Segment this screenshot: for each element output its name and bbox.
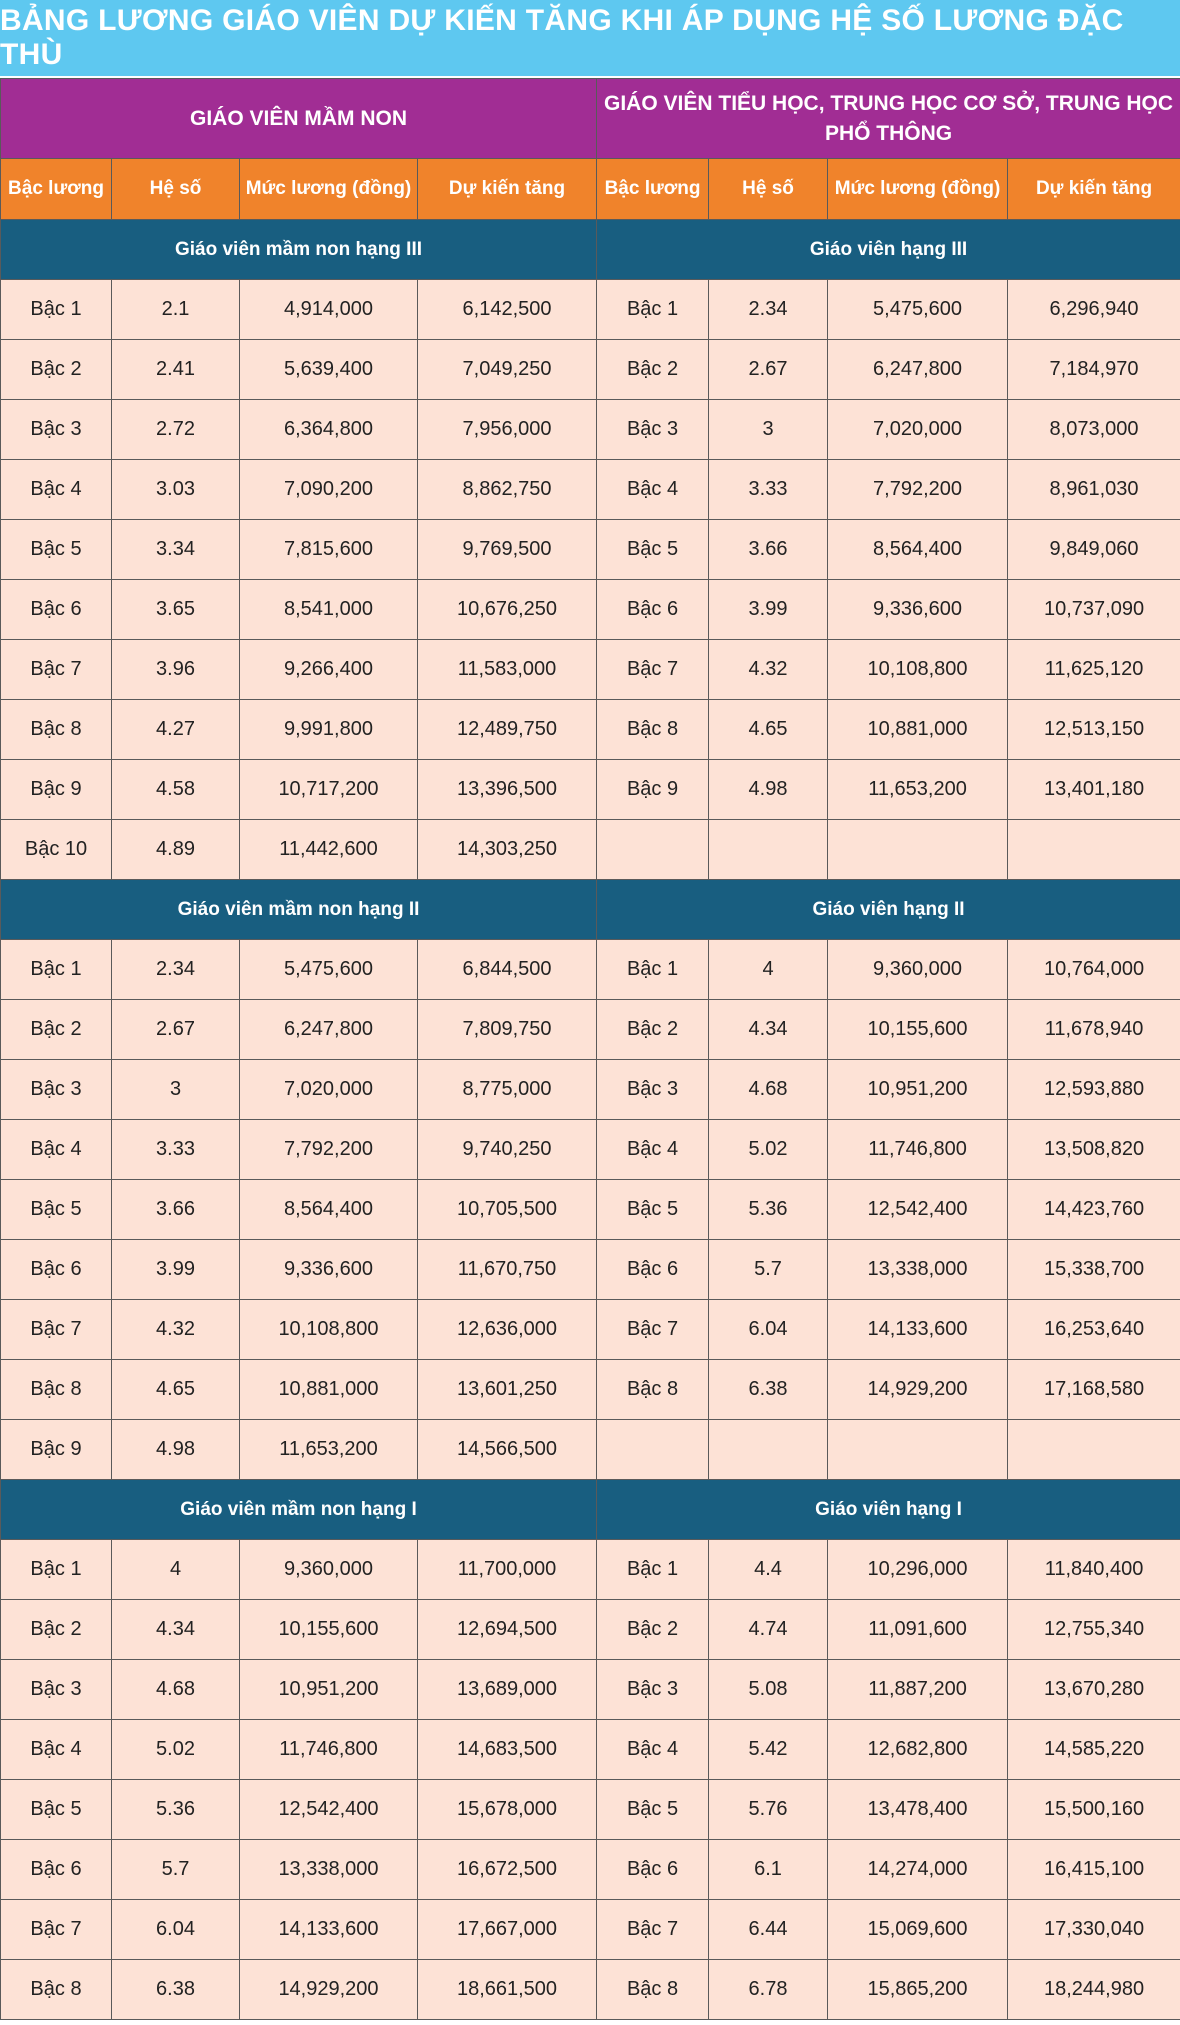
table-row <box>1 700 1180 760</box>
grade-cell: Bậc 1 <box>597 940 709 1000</box>
grade-cell: Bậc 9 <box>597 760 709 820</box>
expected-cell: 13,401,180 <box>1008 760 1180 820</box>
salary-cell: 11,442,600 <box>240 820 418 880</box>
coefficient-cell: 4.98 <box>709 760 828 820</box>
coefficient-cell: 2.67 <box>709 340 828 400</box>
expected-cell: 11,625,120 <box>1008 640 1180 700</box>
coefficient-cell: 4.68 <box>709 1060 828 1120</box>
expected-cell: 17,667,000 <box>418 1900 597 1960</box>
grade-cell: Bậc 3 <box>597 1660 709 1720</box>
expected-cell: 16,415,100 <box>1008 1840 1180 1900</box>
coefficient-cell: 5.7 <box>112 1840 240 1900</box>
coefficient-cell: 6.04 <box>112 1900 240 1960</box>
salary-cell: 8,564,400 <box>828 520 1008 580</box>
table-row <box>1 1600 1180 1660</box>
table-row <box>1 1360 1180 1420</box>
salary-cell: 14,133,600 <box>828 1300 1008 1360</box>
expected-cell: 10,676,250 <box>418 580 597 640</box>
section-header-row <box>1 880 1180 940</box>
coefficient-cell: 4 <box>709 940 828 1000</box>
table-row <box>1 1120 1180 1180</box>
coefficient-cell <box>709 1420 828 1480</box>
section-title: Giáo viên hạng II <box>597 880 1180 940</box>
column-header-grade: Bậc lương <box>1 159 112 220</box>
coefficient-cell: 4.89 <box>112 820 240 880</box>
table-row <box>1 1300 1180 1360</box>
coefficient-cell: 3.66 <box>709 520 828 580</box>
column-header-coefficient: Hệ số <box>112 159 240 220</box>
expected-cell: 7,809,750 <box>418 1000 597 1060</box>
salary-cell: 7,020,000 <box>828 400 1008 460</box>
coefficient-cell: 2.72 <box>112 400 240 460</box>
table-row <box>1 760 1180 820</box>
column-header-coefficient: Hệ số <box>709 159 828 220</box>
expected-cell: 11,840,400 <box>1008 1540 1180 1600</box>
coefficient-cell: 3 <box>709 400 828 460</box>
grade-cell: Bậc 9 <box>1 1420 112 1480</box>
coefficient-cell: 4.65 <box>112 1360 240 1420</box>
salary-cell <box>828 820 1008 880</box>
coefficient-cell: 4 <box>112 1540 240 1600</box>
expected-cell: 6,844,500 <box>418 940 597 1000</box>
table-row <box>1 280 1180 340</box>
coefficient-cell: 6.44 <box>709 1900 828 1960</box>
grade-cell: Bậc 8 <box>1 700 112 760</box>
salary-cell: 10,296,000 <box>828 1540 1008 1600</box>
expected-cell: 15,338,700 <box>1008 1240 1180 1300</box>
salary-cell: 4,914,000 <box>240 280 418 340</box>
grade-cell: Bậc 3 <box>1 1060 112 1120</box>
expected-cell: 6,296,940 <box>1008 280 1180 340</box>
coefficient-cell: 2.67 <box>112 1000 240 1060</box>
expected-cell: 9,849,060 <box>1008 520 1180 580</box>
salary-cell: 11,653,200 <box>828 760 1008 820</box>
salary-cell: 5,475,600 <box>828 280 1008 340</box>
coefficient-cell: 2.1 <box>112 280 240 340</box>
table-row <box>1 520 1180 580</box>
expected-cell: 8,862,750 <box>418 460 597 520</box>
grade-cell: Bậc 1 <box>1 940 112 1000</box>
salary-cell: 14,274,000 <box>828 1840 1008 1900</box>
expected-cell: 10,764,000 <box>1008 940 1180 1000</box>
table-row <box>1 1420 1180 1480</box>
expected-cell: 12,636,000 <box>418 1300 597 1360</box>
section-header-row <box>1 1480 1180 1540</box>
coefficient-cell: 3 <box>112 1060 240 1120</box>
grade-cell: Bậc 1 <box>1 1540 112 1600</box>
grade-cell: Bậc 10 <box>1 820 112 880</box>
expected-cell: 14,683,500 <box>418 1720 597 1780</box>
expected-cell: 14,303,250 <box>418 820 597 880</box>
expected-cell: 16,672,500 <box>418 1840 597 1900</box>
salary-cell: 6,247,800 <box>828 340 1008 400</box>
expected-cell: 13,601,250 <box>418 1360 597 1420</box>
table-row <box>1 1180 1180 1240</box>
grade-cell: Bậc 6 <box>597 1240 709 1300</box>
grade-cell: Bậc 5 <box>1 1780 112 1840</box>
coefficient-cell: 3.96 <box>112 640 240 700</box>
grade-cell: Bậc 7 <box>1 1900 112 1960</box>
salary-cell: 11,091,600 <box>828 1600 1008 1660</box>
salary-cell: 12,542,400 <box>240 1780 418 1840</box>
grade-cell: Bậc 4 <box>1 1120 112 1180</box>
table-row <box>1 1840 1180 1900</box>
grade-cell: Bậc 8 <box>1 1960 112 2020</box>
grade-cell: Bậc 7 <box>1 1300 112 1360</box>
grade-cell: Bậc 6 <box>1 1840 112 1900</box>
table-row <box>1 400 1180 460</box>
expected-cell: 14,566,500 <box>418 1420 597 1480</box>
salary-cell: 10,108,800 <box>240 1300 418 1360</box>
salary-cell: 5,475,600 <box>240 940 418 1000</box>
coefficient-cell: 5.76 <box>709 1780 828 1840</box>
salary-cell: 10,108,800 <box>828 640 1008 700</box>
grade-cell: Bậc 3 <box>1 1660 112 1720</box>
grade-cell: Bậc 3 <box>597 400 709 460</box>
salary-cell: 7,090,200 <box>240 460 418 520</box>
salary-cell: 11,746,800 <box>240 1720 418 1780</box>
expected-cell: 7,049,250 <box>418 340 597 400</box>
coefficient-cell: 6.04 <box>709 1300 828 1360</box>
grade-cell: Bậc 5 <box>1 1180 112 1240</box>
table-row <box>1 1540 1180 1600</box>
table-row <box>1 940 1180 1000</box>
salary-cell: 10,155,600 <box>240 1600 418 1660</box>
salary-cell: 7,792,200 <box>240 1120 418 1180</box>
table-row <box>1 1000 1180 1060</box>
grade-cell: Bậc 6 <box>597 1840 709 1900</box>
grade-cell: Bậc 8 <box>597 700 709 760</box>
expected-cell: 12,593,880 <box>1008 1060 1180 1120</box>
section-title: Giáo viên mầm non hạng II <box>1 880 597 940</box>
expected-cell: 14,585,220 <box>1008 1720 1180 1780</box>
salary-cell: 14,929,200 <box>828 1360 1008 1420</box>
expected-cell: 15,678,000 <box>418 1780 597 1840</box>
grade-cell: Bậc 2 <box>1 1600 112 1660</box>
grade-cell: Bậc 5 <box>597 1180 709 1240</box>
salary-cell: 13,338,000 <box>240 1840 418 1900</box>
grade-cell: Bậc 2 <box>597 1000 709 1060</box>
section-title: Giáo viên mầm non hạng III <box>1 220 597 280</box>
grade-cell: Bậc 4 <box>1 1720 112 1780</box>
expected-cell: 10,737,090 <box>1008 580 1180 640</box>
coefficient-cell: 3.66 <box>112 1180 240 1240</box>
expected-cell: 13,670,280 <box>1008 1660 1180 1720</box>
coefficient-cell: 5.02 <box>112 1720 240 1780</box>
expected-cell: 6,142,500 <box>418 280 597 340</box>
salary-cell: 7,020,000 <box>240 1060 418 1120</box>
grade-cell: Bậc 4 <box>597 1720 709 1780</box>
salary-cell: 7,815,600 <box>240 520 418 580</box>
column-header-salary: Mức lương (đồng) <box>240 159 418 220</box>
expected-cell: 13,508,820 <box>1008 1120 1180 1180</box>
expected-cell: 8,961,030 <box>1008 460 1180 520</box>
salary-table <box>0 78 1180 2020</box>
expected-cell: 18,244,980 <box>1008 1960 1180 2020</box>
grade-cell: Bậc 4 <box>597 1120 709 1180</box>
coefficient-cell: 6.38 <box>112 1960 240 2020</box>
expected-cell: 10,705,500 <box>418 1180 597 1240</box>
grade-cell: Bậc 5 <box>1 520 112 580</box>
coefficient-cell: 3.99 <box>112 1240 240 1300</box>
salary-cell: 9,360,000 <box>828 940 1008 1000</box>
column-header-grade: Bậc lương <box>597 159 709 220</box>
group-header-school: GIÁO VIÊN TIỂU HỌC, TRUNG HỌC CƠ SỞ, TRUNG HỌC PHỔ THÔNG <box>597 79 1180 159</box>
salary-cell: 5,639,400 <box>240 340 418 400</box>
coefficient-cell: 4.34 <box>112 1600 240 1660</box>
salary-cell: 8,541,000 <box>240 580 418 640</box>
salary-cell: 6,247,800 <box>240 1000 418 1060</box>
grade-cell: Bậc 3 <box>1 400 112 460</box>
table-row <box>1 820 1180 880</box>
salary-cell: 12,682,800 <box>828 1720 1008 1780</box>
salary-cell: 7,792,200 <box>828 460 1008 520</box>
coefficient-cell: 6.38 <box>709 1360 828 1420</box>
coefficient-cell: 4.27 <box>112 700 240 760</box>
grade-cell: Bậc 8 <box>597 1960 709 2020</box>
grade-cell: Bậc 8 <box>1 1360 112 1420</box>
salary-cell: 6,364,800 <box>240 400 418 460</box>
expected-cell: 9,769,500 <box>418 520 597 580</box>
table-row <box>1 1720 1180 1780</box>
expected-cell: 14,423,760 <box>1008 1180 1180 1240</box>
coefficient-cell: 6.78 <box>709 1960 828 2020</box>
expected-cell <box>1008 820 1180 880</box>
grade-cell <box>597 820 709 880</box>
group-header-preschool: GIÁO VIÊN MẦM NON <box>1 79 597 159</box>
table-row <box>1 460 1180 520</box>
table-row <box>1 1780 1180 1840</box>
coefficient-cell: 4.74 <box>709 1600 828 1660</box>
grade-cell: Bậc 2 <box>597 340 709 400</box>
salary-cell: 9,266,400 <box>240 640 418 700</box>
salary-cell: 11,887,200 <box>828 1660 1008 1720</box>
expected-cell: 12,513,150 <box>1008 700 1180 760</box>
coefficient-cell: 5.08 <box>709 1660 828 1720</box>
table-row <box>1 340 1180 400</box>
salary-cell: 13,338,000 <box>828 1240 1008 1300</box>
grade-cell: Bậc 8 <box>597 1360 709 1420</box>
coefficient-cell: 3.03 <box>112 460 240 520</box>
section-title: Giáo viên mầm non hạng I <box>1 1480 597 1540</box>
expected-cell: 12,694,500 <box>418 1600 597 1660</box>
table-row <box>1 1240 1180 1300</box>
expected-cell: 16,253,640 <box>1008 1300 1180 1360</box>
salary-cell: 9,336,600 <box>828 580 1008 640</box>
expected-cell: 9,740,250 <box>418 1120 597 1180</box>
coefficient-cell: 5.7 <box>709 1240 828 1300</box>
grade-cell: Bậc 1 <box>1 280 112 340</box>
table-row <box>1 1900 1180 1960</box>
expected-cell: 18,661,500 <box>418 1960 597 2020</box>
expected-cell: 13,689,000 <box>418 1660 597 1720</box>
coefficient-cell: 4.32 <box>112 1300 240 1360</box>
coefficient-cell: 3.34 <box>112 520 240 580</box>
expected-cell: 7,956,000 <box>418 400 597 460</box>
grade-cell: Bậc 3 <box>597 1060 709 1120</box>
grade-cell: Bậc 4 <box>1 460 112 520</box>
expected-cell: 11,700,000 <box>418 1540 597 1600</box>
coefficient-cell: 3.65 <box>112 580 240 640</box>
section-title: Giáo viên hạng I <box>597 1480 1180 1540</box>
expected-cell: 13,396,500 <box>418 760 597 820</box>
salary-cell: 10,951,200 <box>828 1060 1008 1120</box>
salary-cell: 10,881,000 <box>828 700 1008 760</box>
expected-cell: 7,184,970 <box>1008 340 1180 400</box>
coefficient-cell: 3.33 <box>709 460 828 520</box>
salary-cell: 11,653,200 <box>240 1420 418 1480</box>
coefficient-cell: 4.34 <box>709 1000 828 1060</box>
coefficient-cell: 6.1 <box>709 1840 828 1900</box>
grade-cell <box>597 1420 709 1480</box>
coefficient-cell <box>709 820 828 880</box>
coefficient-cell: 4.98 <box>112 1420 240 1480</box>
expected-cell: 15,500,160 <box>1008 1780 1180 1840</box>
coefficient-cell: 5.36 <box>112 1780 240 1840</box>
section-header-row <box>1 220 1180 280</box>
grade-cell: Bậc 1 <box>597 280 709 340</box>
salary-cell: 14,133,600 <box>240 1900 418 1960</box>
grade-cell: Bậc 1 <box>597 1540 709 1600</box>
grade-cell: Bậc 2 <box>597 1600 709 1660</box>
coefficient-cell: 4.4 <box>709 1540 828 1600</box>
salary-cell: 10,155,600 <box>828 1000 1008 1060</box>
column-header-expected: Dự kiến tăng <box>418 159 597 220</box>
expected-cell: 12,755,340 <box>1008 1600 1180 1660</box>
salary-cell: 8,564,400 <box>240 1180 418 1240</box>
expected-cell: 11,678,940 <box>1008 1000 1180 1060</box>
salary-cell: 9,360,000 <box>240 1540 418 1600</box>
coefficient-cell: 5.42 <box>709 1720 828 1780</box>
coefficient-cell: 5.36 <box>709 1180 828 1240</box>
coefficient-cell: 4.65 <box>709 700 828 760</box>
grade-cell: Bậc 5 <box>597 1780 709 1840</box>
page-title: BẢNG LƯƠNG GIÁO VIÊN DỰ KIẾN TĂNG KHI ÁP DỤNG HỆ SỐ LƯƠNG ĐẶC THÙ <box>0 0 1180 78</box>
expected-cell: 17,330,040 <box>1008 1900 1180 1960</box>
expected-cell: 8,775,000 <box>418 1060 597 1120</box>
salary-cell: 10,951,200 <box>240 1660 418 1720</box>
grade-cell: Bậc 5 <box>597 520 709 580</box>
expected-cell: 12,489,750 <box>418 700 597 760</box>
expected-cell <box>1008 1420 1180 1480</box>
salary-cell: 9,991,800 <box>240 700 418 760</box>
salary-cell <box>828 1420 1008 1480</box>
salary-cell: 12,542,400 <box>828 1180 1008 1240</box>
table-row <box>1 640 1180 700</box>
coefficient-cell: 3.33 <box>112 1120 240 1180</box>
salary-cell: 13,478,400 <box>828 1780 1008 1840</box>
grade-cell: Bậc 6 <box>1 580 112 640</box>
grade-cell: Bậc 9 <box>1 760 112 820</box>
grade-cell: Bậc 2 <box>1 340 112 400</box>
grade-cell: Bậc 2 <box>1 1000 112 1060</box>
coefficient-cell: 2.34 <box>112 940 240 1000</box>
expected-cell: 8,073,000 <box>1008 400 1180 460</box>
salary-cell: 11,746,800 <box>828 1120 1008 1180</box>
salary-cell: 9,336,600 <box>240 1240 418 1300</box>
grade-cell: Bậc 7 <box>597 1900 709 1960</box>
grade-cell: Bậc 6 <box>1 1240 112 1300</box>
grade-cell: Bậc 7 <box>597 640 709 700</box>
table-row <box>1 1660 1180 1720</box>
coefficient-cell: 4.68 <box>112 1660 240 1720</box>
salary-cell: 15,865,200 <box>828 1960 1008 2020</box>
coefficient-cell: 2.41 <box>112 340 240 400</box>
grade-cell: Bậc 6 <box>597 580 709 640</box>
column-header-expected: Dự kiến tăng <box>1008 159 1180 220</box>
expected-cell: 17,168,580 <box>1008 1360 1180 1420</box>
table-row <box>1 1960 1180 2020</box>
coefficient-cell: 2.34 <box>709 280 828 340</box>
expected-cell: 11,583,000 <box>418 640 597 700</box>
grade-cell: Bậc 4 <box>597 460 709 520</box>
salary-cell: 10,881,000 <box>240 1360 418 1420</box>
coefficient-cell: 3.99 <box>709 580 828 640</box>
coefficient-cell: 4.58 <box>112 760 240 820</box>
column-header-salary: Mức lương (đồng) <box>828 159 1008 220</box>
grade-cell: Bậc 7 <box>597 1300 709 1360</box>
section-title: Giáo viên hạng III <box>597 220 1180 280</box>
table-row <box>1 580 1180 640</box>
expected-cell: 11,670,750 <box>418 1240 597 1300</box>
salary-cell: 14,929,200 <box>240 1960 418 2020</box>
salary-cell: 15,069,600 <box>828 1900 1008 1960</box>
coefficient-cell: 4.32 <box>709 640 828 700</box>
grade-cell: Bậc 7 <box>1 640 112 700</box>
salary-cell: 10,717,200 <box>240 760 418 820</box>
coefficient-cell: 5.02 <box>709 1120 828 1180</box>
table-row <box>1 1060 1180 1120</box>
